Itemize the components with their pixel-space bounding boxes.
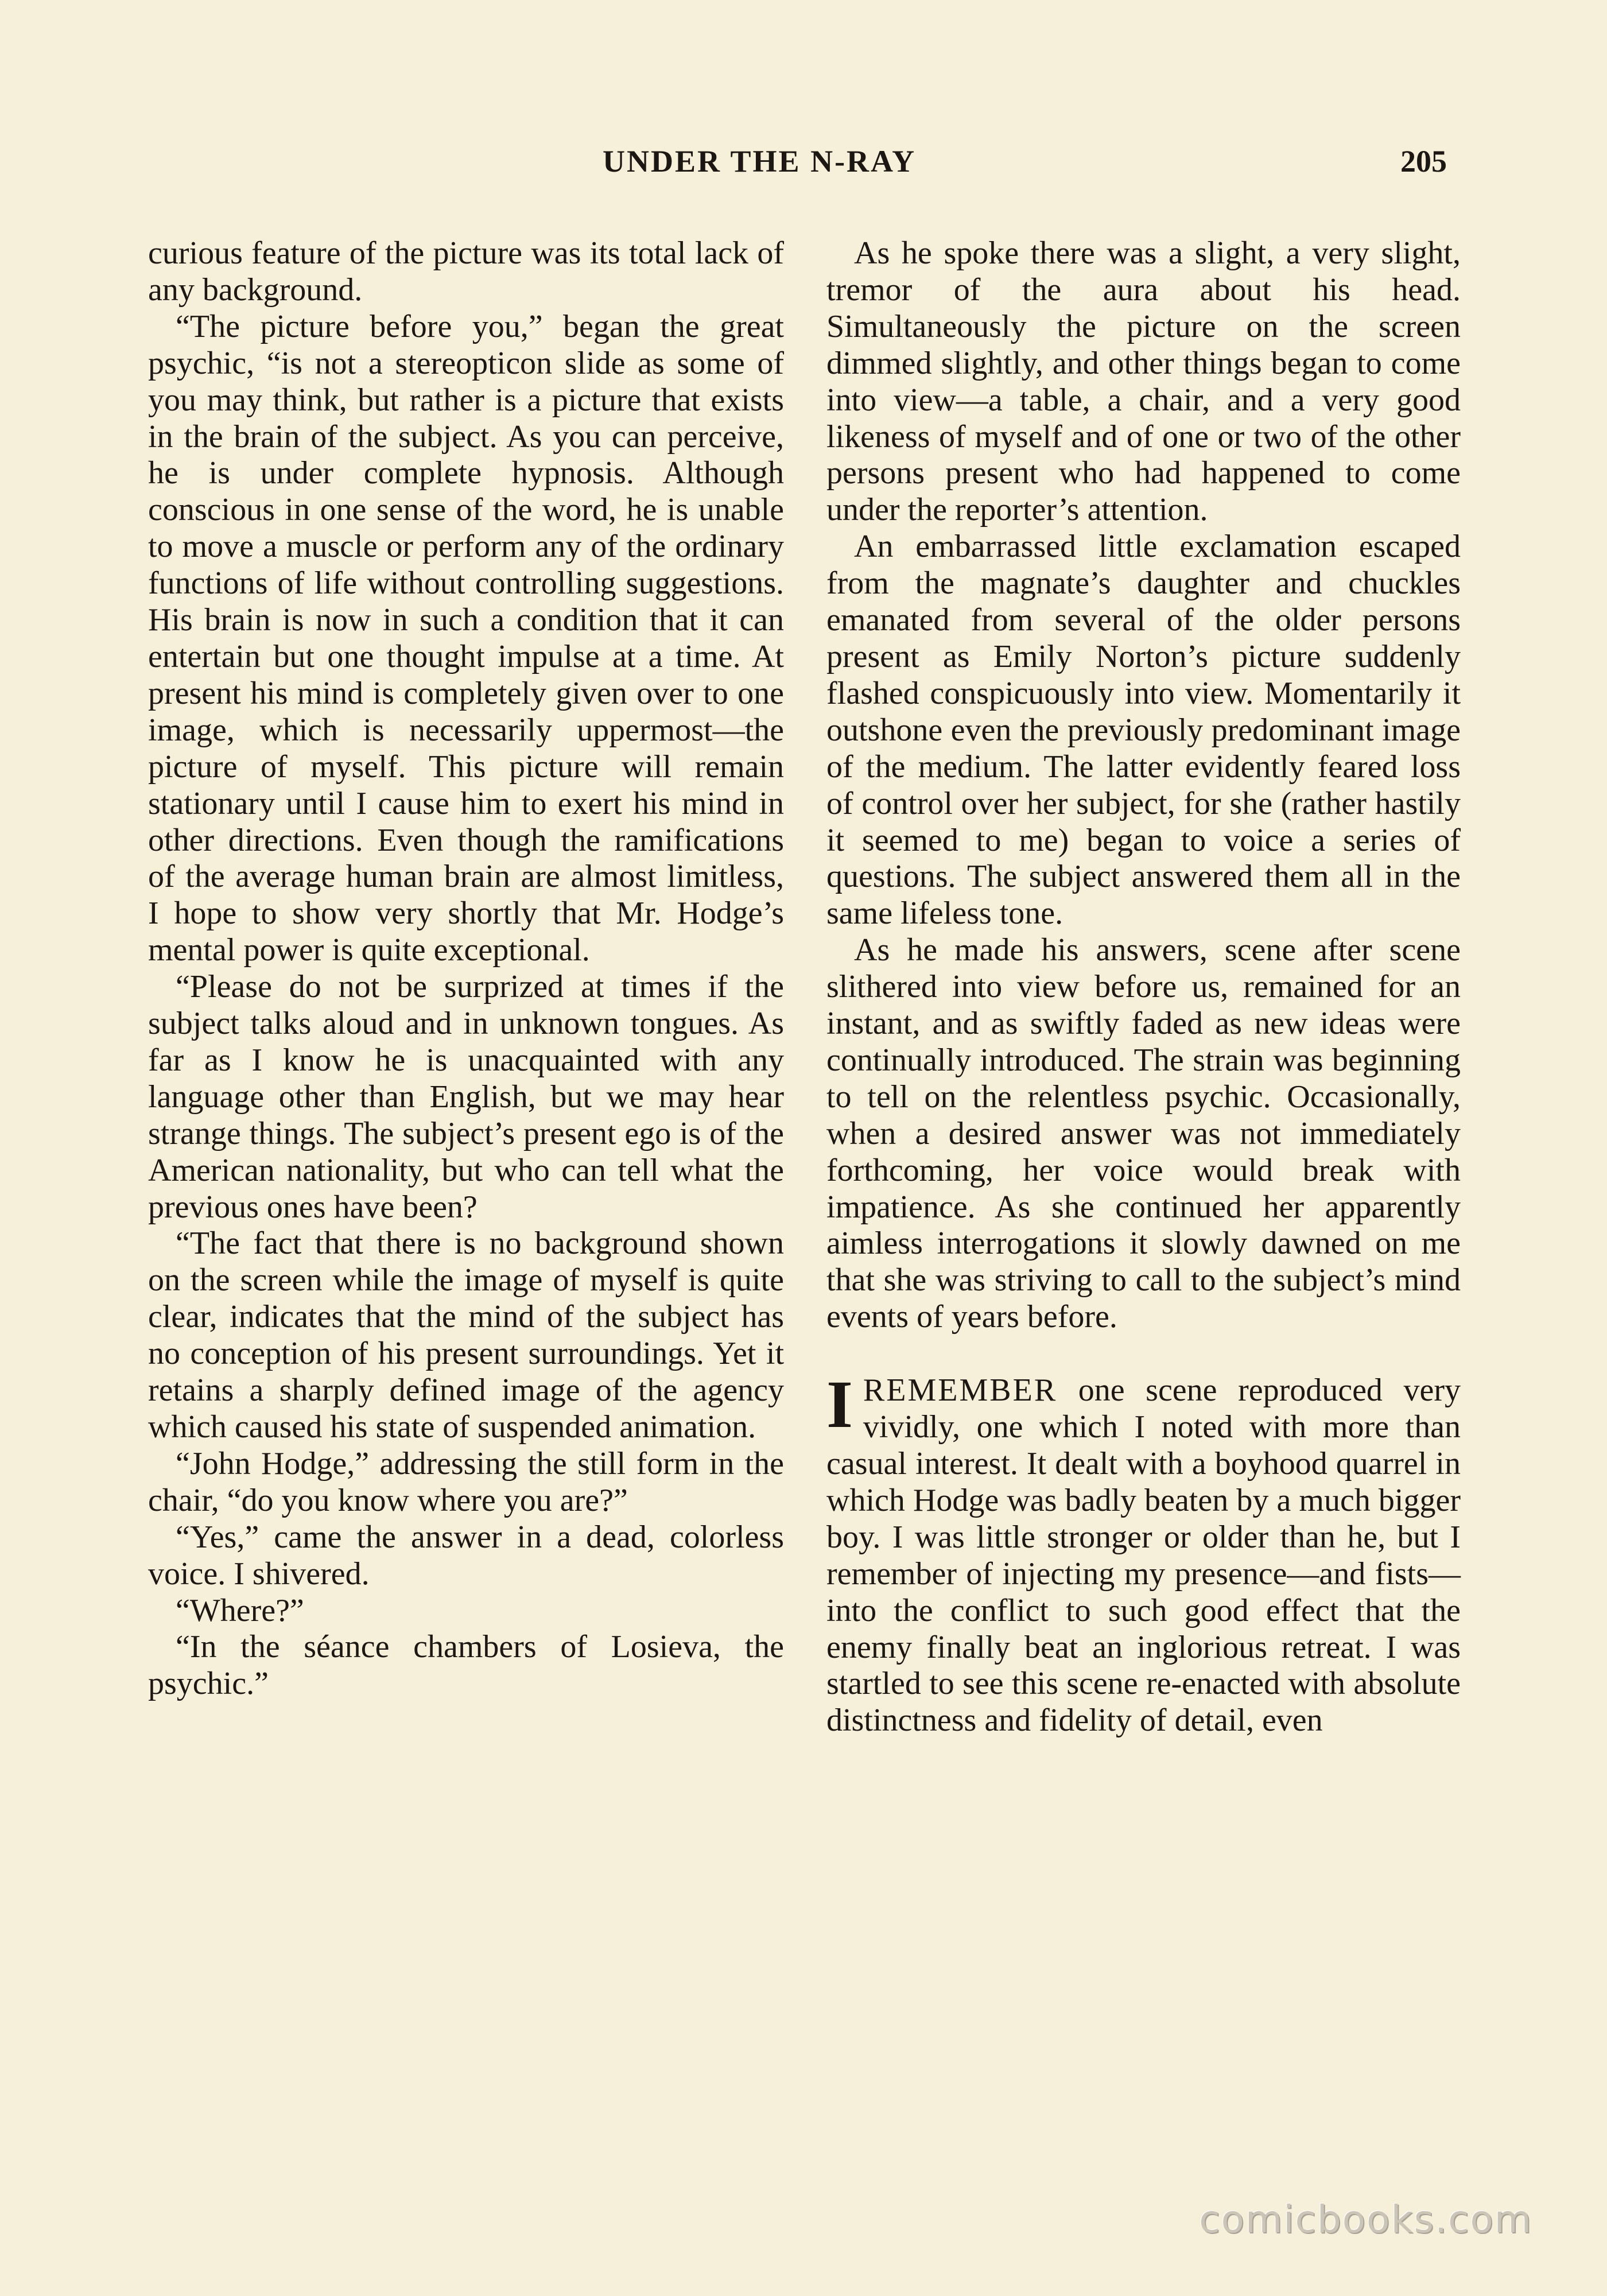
paragraph: “Please do not be surprized at times if the subject talks aloud and in unknown tongues. As far as I know he is unacquainted with any language other than English, but we may hear strange things. The subject’s present ego is of the American nationality, but who can tell what the previous ones have been? [148,969,784,1225]
paragraph: As he made his answers, scene after scene slithered into view before us, remained for an instant, and as swiftly faded as new ideas were continually introduced. The strain was beginning to tell on the relentless psychic. Occasionally, when a desired answer was not immediately forthcoming, her voice would break with impatience. As she continued her apparently aimless interrogations it slowly dawned on me that she was striving to call to the subject’s mind events of years before. [826,932,1461,1335]
section-break [826,1336,1461,1372]
paragraph: “In the séance chambers of Losieva, the psychic.” [148,1629,784,1702]
right-column [826,235,1461,1739]
paragraph: An embarrassed little exclamation escaped from the magnate’s daughter and chuckles emanated from several of the older persons present as Emily Norton’s picture suddenly flashed conspicuously into view. Momentarily it outshone even the previously predominant image of the medium. The latter evidently feared loss of control over her subject, for she (rather hastily it seemed to me) began to voice a series of questions. The subject answered them all in the same lifeless tone. [826,529,1461,932]
lead-in-small-caps: REMEMBER [863,1372,1058,1409]
running-title: UNDER THE N-RAY [603,144,917,179]
paragraph: “The picture before you,” began the great psychic, “is not a stereopticon slide as some of you may think, but rather is a picture that exists in the brain of the subject. As you can perceive, he is under complete hypnosis. Although conscious in one sense of the word, he is unable to move a muscle or perform any of the ordinary functions of life without controlling suggestions. His brain is now in such a condition that it can entertain but one thought impulse at a time. At present his mind is completely given over to one image, which is necessarily uppermost—the picture of myself. This picture will remain stationary until I cause him to exert his mind in other directions. Even though the ramifications of the average human brain are almost limitless, I hope to show very shortly that Mr. Hodge’s mental power is quite exceptional. [148,308,784,968]
page-number: 205 [1400,144,1447,179]
paragraph: curious feature of the picture was its total lack of any background. [148,235,784,308]
paragraph: “Yes,” came the answer in a dead, colorless voice. I shivered. [148,1519,784,1592]
section-opening-paragraph [826,1367,1461,1739]
paragraph: “Where?” [176,1592,304,1628]
left-column [148,235,784,1702]
paragraph: “The fact that there is no background shown on the screen while the image of myself is quite clear, indicates that the mind of the subject has no conception of his present surroundings. Yet it retains a sharply defined image of the agency which caused his state of suspended animation. [148,1225,784,1445]
page-header [0,144,1607,189]
paragraph: As he spoke there was a slight, a very slight, tremor of the aura about his head. Simultaneously the picture on the screen dimmed slightly, and other things began to come into view—a table, a chair, and a very good likeness of myself and of one or two of the other persons present who had happened to come under the reporter’s attention. [826,235,1461,528]
paragraph: “John Hodge,” addressing the still form in the chair, “do you know where you are?” [148,1445,784,1518]
drop-cap: I [826,1367,853,1442]
section-text: one scene reproduced very vividly, one which I noted with more than casual interest. It dealt with a boyhood quarrel in which Hodge was badly beaten by a much bigger boy. I was little stronger or older than he, but I remember of injecting my presence—and fists—into the conflict to such good effect that the enemy finally beat an inglorious retreat. I was startled to see this scene re-enacted with absolute distinctness and fidelity of detail, even [826,1372,1461,1739]
watermark-logo: comicbooks.com [1199,2197,1532,2241]
